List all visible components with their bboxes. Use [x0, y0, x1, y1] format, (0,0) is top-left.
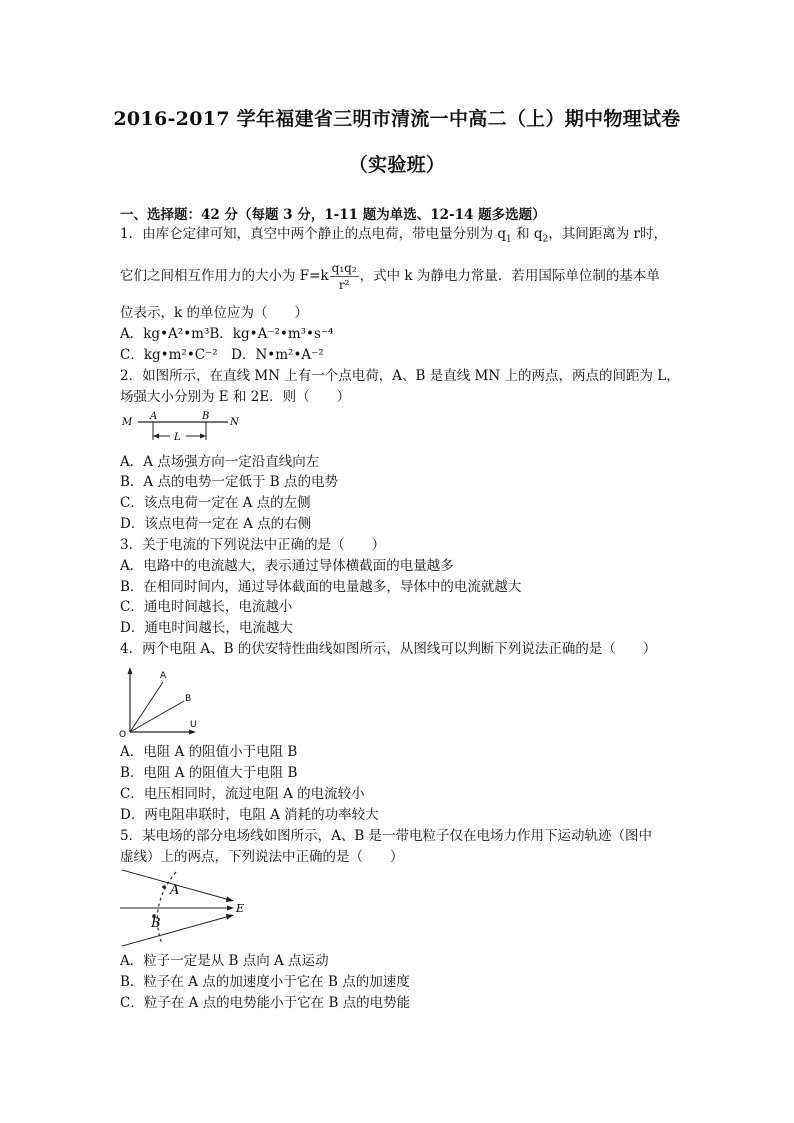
q5-label-a: A: [170, 883, 180, 898]
q5-line1: 5．某电场的部分电场线如图所示，A、B 是一带电粒子仅在电场力作用下运动轨迹（图中: [120, 828, 653, 844]
q5-option-a: A．粒子一定是从 B 点向 A 点运动: [120, 953, 329, 969]
q2-line2: 场强大小分别为 E 和 2E．则（ ）: [120, 389, 351, 405]
q2-label-a: A: [150, 411, 158, 422]
page-subtitle: （实验班）: [348, 154, 446, 176]
q2-label-l: L: [174, 432, 181, 443]
q2-line1: 2．如图所示，在直线 MN 上有一个点电荷，A、B 是直线 MN 上的两点，两点的间距为 L，: [120, 368, 680, 384]
q2-label-b: B: [202, 411, 210, 422]
q4-option-a: A．电阻 A 的阻值小于电阻 B: [120, 744, 298, 760]
q5-figure-field-lines: [118, 866, 250, 950]
q2-option-d: D．该点电荷一定在 A 点的右侧: [120, 516, 312, 532]
q5-label-b: B: [151, 916, 161, 931]
q1-line1: 1．由库仑定律可知，真空中两个静止的点电荷，带电量分别为 $q_1$ 和 $q_2$，其间距离为 r时，: [120, 226, 667, 245]
q4-option-d: D．两电阻串联时，电阻 A 消耗的功率较大: [120, 807, 379, 823]
q3-option-a: A．电路中的电流越大，表示通过导体横截面的电量越多: [120, 558, 454, 574]
q4-line1: 4．两个电阻 A、B 的伏安特性曲线如图所示，从图线可以判断下列说法正确的是（ ）: [120, 641, 657, 657]
q4-label-b: B: [185, 694, 192, 704]
coulomb-fraction: $\frac{\text{q₁q₂}}{\text{r²}}$: [331, 261, 357, 292]
q2-label-m: M: [122, 417, 133, 428]
q4-option-c: C．电压相同时，流过电阻 A 的电流较小: [120, 786, 365, 802]
q4-option-b: B．电阻 A 的阻值大于电阻 B: [120, 765, 298, 781]
q5-line2: 虚线）上的两点，下列说法中正确的是（ ）: [120, 849, 404, 865]
q1-options-ab: A．kg•A²•m³B．kg•A⁻²•m³•s⁻⁴: [120, 326, 334, 342]
q3-line1: 3．关于电流的下列说法中正确的是（ ）: [120, 537, 386, 553]
q3-option-b: B．在相同时间内，通过导体截面的电量越多，导体中的电流就越大: [120, 579, 522, 595]
q4-label-a: A: [160, 671, 167, 681]
section-heading: 一、选择题：42 分（每题 3 分，1-11 题为单选、12-14 题多选题）: [120, 207, 546, 223]
q1-line2: 它们之间相互作用力的大小为 F=k $\frac{\text{q₁q₂}}{\text{r²}}$ ，式中 k 为静电力常量．若用国际单位制的基本单: [120, 261, 660, 292]
q4-label-u: U: [190, 720, 197, 730]
q4-label-o: O: [119, 730, 127, 740]
q5-label-e: E: [236, 902, 245, 915]
q4-figure-iv-graph: [118, 664, 208, 740]
q2-label-n: N: [230, 417, 239, 428]
q3-option-d: D．通电时间越长，电流越大: [120, 620, 293, 636]
q2-figure-line-mn: [118, 410, 248, 446]
q1-line3: 位表示，k 的单位应为（ ）: [120, 305, 308, 321]
page-title: 2016-2017 学年福建省三明市清流一中高二（上）期中物理试卷: [113, 108, 681, 130]
q2-option-a: A．A 点场强方向一定沿直线向左: [120, 454, 320, 470]
q2-option-b: B．A 点的电势一定低于 B 点的电势: [120, 474, 338, 490]
q2-option-c: C．该点电荷一定在 A 点的左侧: [120, 495, 311, 511]
q1-options-cd: C．kg•m²•C⁻² D．N•m²•A⁻²: [120, 347, 324, 363]
q3-option-c: C．通电时间越长，电流越小: [120, 599, 293, 615]
q5-option-b: B．粒子在 A 点的加速度小于它在 B 点的加速度: [120, 974, 410, 990]
q5-option-c: C．粒子在 A 点的电势能小于它在 B 点的电势能: [120, 995, 411, 1011]
